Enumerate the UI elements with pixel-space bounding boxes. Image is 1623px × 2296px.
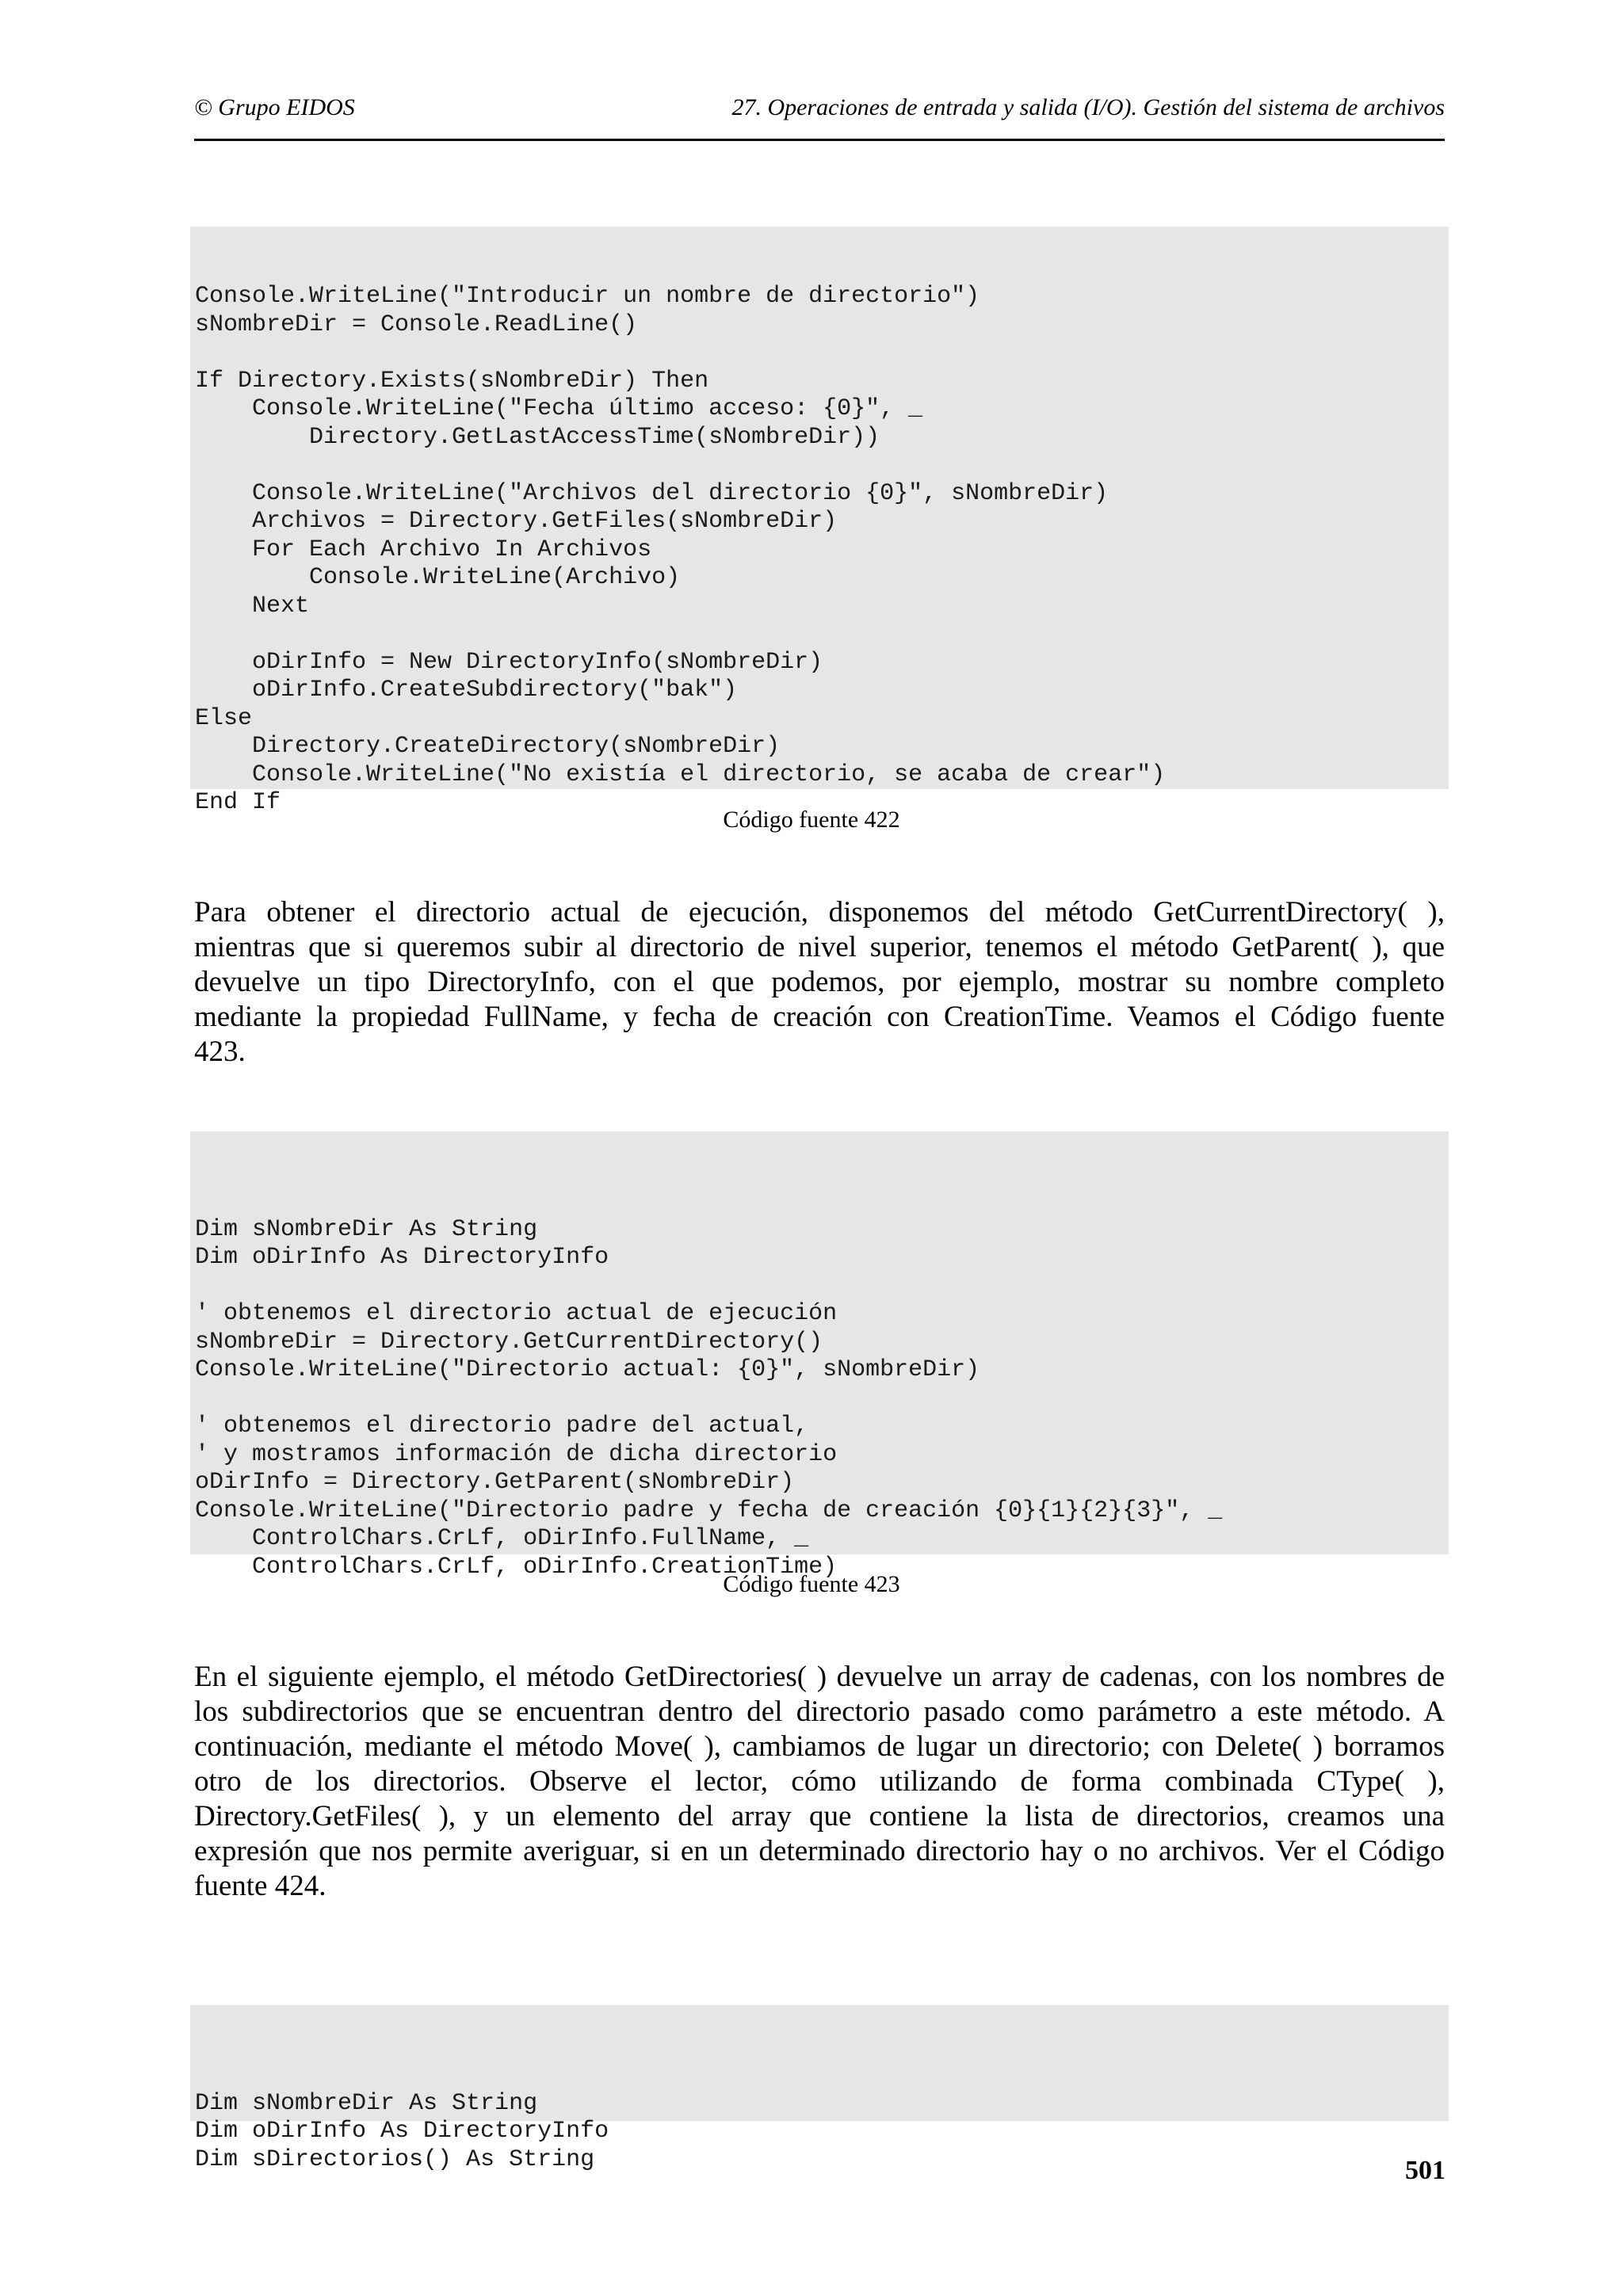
code-line: Dim sNombreDir As String (195, 2089, 538, 2117)
code-line (195, 2061, 1449, 2090)
code-block-422 (190, 227, 1449, 816)
paragraph-getdirectories (194, 1660, 1445, 1904)
code-line: ' y mostramos información de dicha directorio (195, 1440, 838, 1468)
code-line: Directory.CreateDirectory(sNombreDir) (195, 733, 781, 760)
code-line: ControlChars.CrLf, oDirInfo.FullName, _ (195, 1525, 809, 1552)
paragraph-getcurrentdirectory (194, 895, 1445, 1070)
code-line: Next (195, 592, 310, 620)
header-publisher: © Grupo EIDOS (194, 94, 355, 120)
code-line: End If (195, 789, 281, 816)
code-line: oDirInfo = Directory.GetParent(sNombreDir) (195, 1469, 795, 1496)
paragraph-line: expresión que nos permite averiguar, si en un determinado directorio hay o no archivos. Ver el Código (194, 1835, 1445, 1867)
code-line (195, 1188, 1449, 1216)
code-line: Dim sNombreDir As String (195, 1215, 538, 1243)
code-line: For Each Archivo In Archivos (195, 536, 652, 563)
code-line: Else (195, 704, 253, 732)
caption-422: Código fuente 422 (723, 807, 900, 833)
paragraph-line: mediante la propiedad FullName, y fecha de creación con CreationTime. Veamos el Código fuente (194, 1001, 1445, 1033)
code-line: ' obtenemos el directorio actual de ejecución (195, 1300, 838, 1327)
code-block-423 (190, 1131, 1449, 1581)
code-line: If Directory.Exists(sNombreDir) Then (195, 367, 709, 395)
code-line: Directory.GetLastAccessTime(sNombreDir)) (195, 423, 880, 451)
code-line: Dim oDirInfo As DirectoryInfo (195, 2118, 609, 2145)
paragraph-line: otro de los directorios. Observe el lector, cómo utilizando de forma combinada CType( ), (194, 1765, 1445, 1798)
code-line: Console.WriteLine("Introducir un nombre de directorio") (195, 283, 980, 310)
code-line: Console.WriteLine("Directorio padre y fecha de creación {0}{1}{2}{3}", _ (195, 1497, 1223, 1524)
paragraph-line: Directory.GetFiles( ), y un elemento del array que contiene la lista de directorios, creamos una (194, 1800, 1445, 1833)
page-number: 501 (1405, 2156, 1445, 2185)
code-line (195, 620, 1449, 649)
paragraph-line: Para obtener el directorio actual de ejecución, disponemos del método GetCurrentDirectory( ), (194, 896, 1445, 929)
code-line: sNombreDir = Directory.GetCurrentDirectory() (195, 1328, 823, 1356)
caption-423: Código fuente 423 (723, 1571, 900, 1597)
code-line: Dim sDirectorios() As String (195, 2145, 595, 2173)
paragraph-line: 423. (194, 1035, 246, 1068)
paragraph-line: devuelve un tipo DirectoryInfo, con el que podemos, por ejemplo, mostrar su nombre completo (194, 966, 1445, 998)
code-line: Console.WriteLine("Fecha último acceso: {0}", _ (195, 395, 923, 422)
code-line: Console.WriteLine("No existía el directorio, se acaba de crear") (195, 761, 1166, 788)
header-rule (194, 139, 1445, 141)
paragraph-line: continuación, mediante el método Move( ), cambiamos de lugar un directorio; con Delete( ) borramos (194, 1730, 1445, 1763)
code-line: ' obtenemos el directorio padre del actual, (195, 1413, 809, 1440)
paragraph-line: En el siguiente ejemplo, el método GetDirectories( ) devuelve un array de cadenas, con los nombres de (194, 1661, 1445, 1693)
paragraph-line: los subdirectorios que se encuentran dentro del directorio pasado como parámetro a este método. A (194, 1695, 1445, 1728)
paragraph-line: mientras que si queremos subir al directorio de nivel superior, tenemos el método GetParent( ), que (194, 931, 1445, 963)
code-line: Archivos = Directory.GetFiles(sNombreDir) (195, 508, 838, 535)
code-line (195, 339, 1449, 368)
code-line (195, 1385, 1449, 1413)
code-line: oDirInfo.CreateSubdirectory("bak") (195, 677, 738, 704)
code-line: Console.WriteLine("Archivos del directorio {0}", sNombreDir) (195, 479, 1109, 507)
code-line (195, 452, 1449, 480)
code-line: ControlChars.CrLf, oDirInfo.CreationTime) (195, 1553, 838, 1581)
code-line (195, 1272, 1449, 1301)
paragraph-line: fuente 424. (194, 1870, 327, 1902)
header-chapter-title: 27. Operaciones de entrada y salida (I/O). Gestión del sistema de archivos (731, 94, 1445, 120)
code-line: Dim oDirInfo As DirectoryInfo (195, 1244, 609, 1271)
code-line: Console.WriteLine("Directorio actual: {0}", sNombreDir) (195, 1356, 980, 1383)
code-line: sNombreDir = Console.ReadLine() (195, 311, 638, 338)
code-line: oDirInfo = New DirectoryInfo(sNombreDir) (195, 648, 823, 676)
code-line: Console.WriteLine(Archivo) (195, 564, 681, 591)
